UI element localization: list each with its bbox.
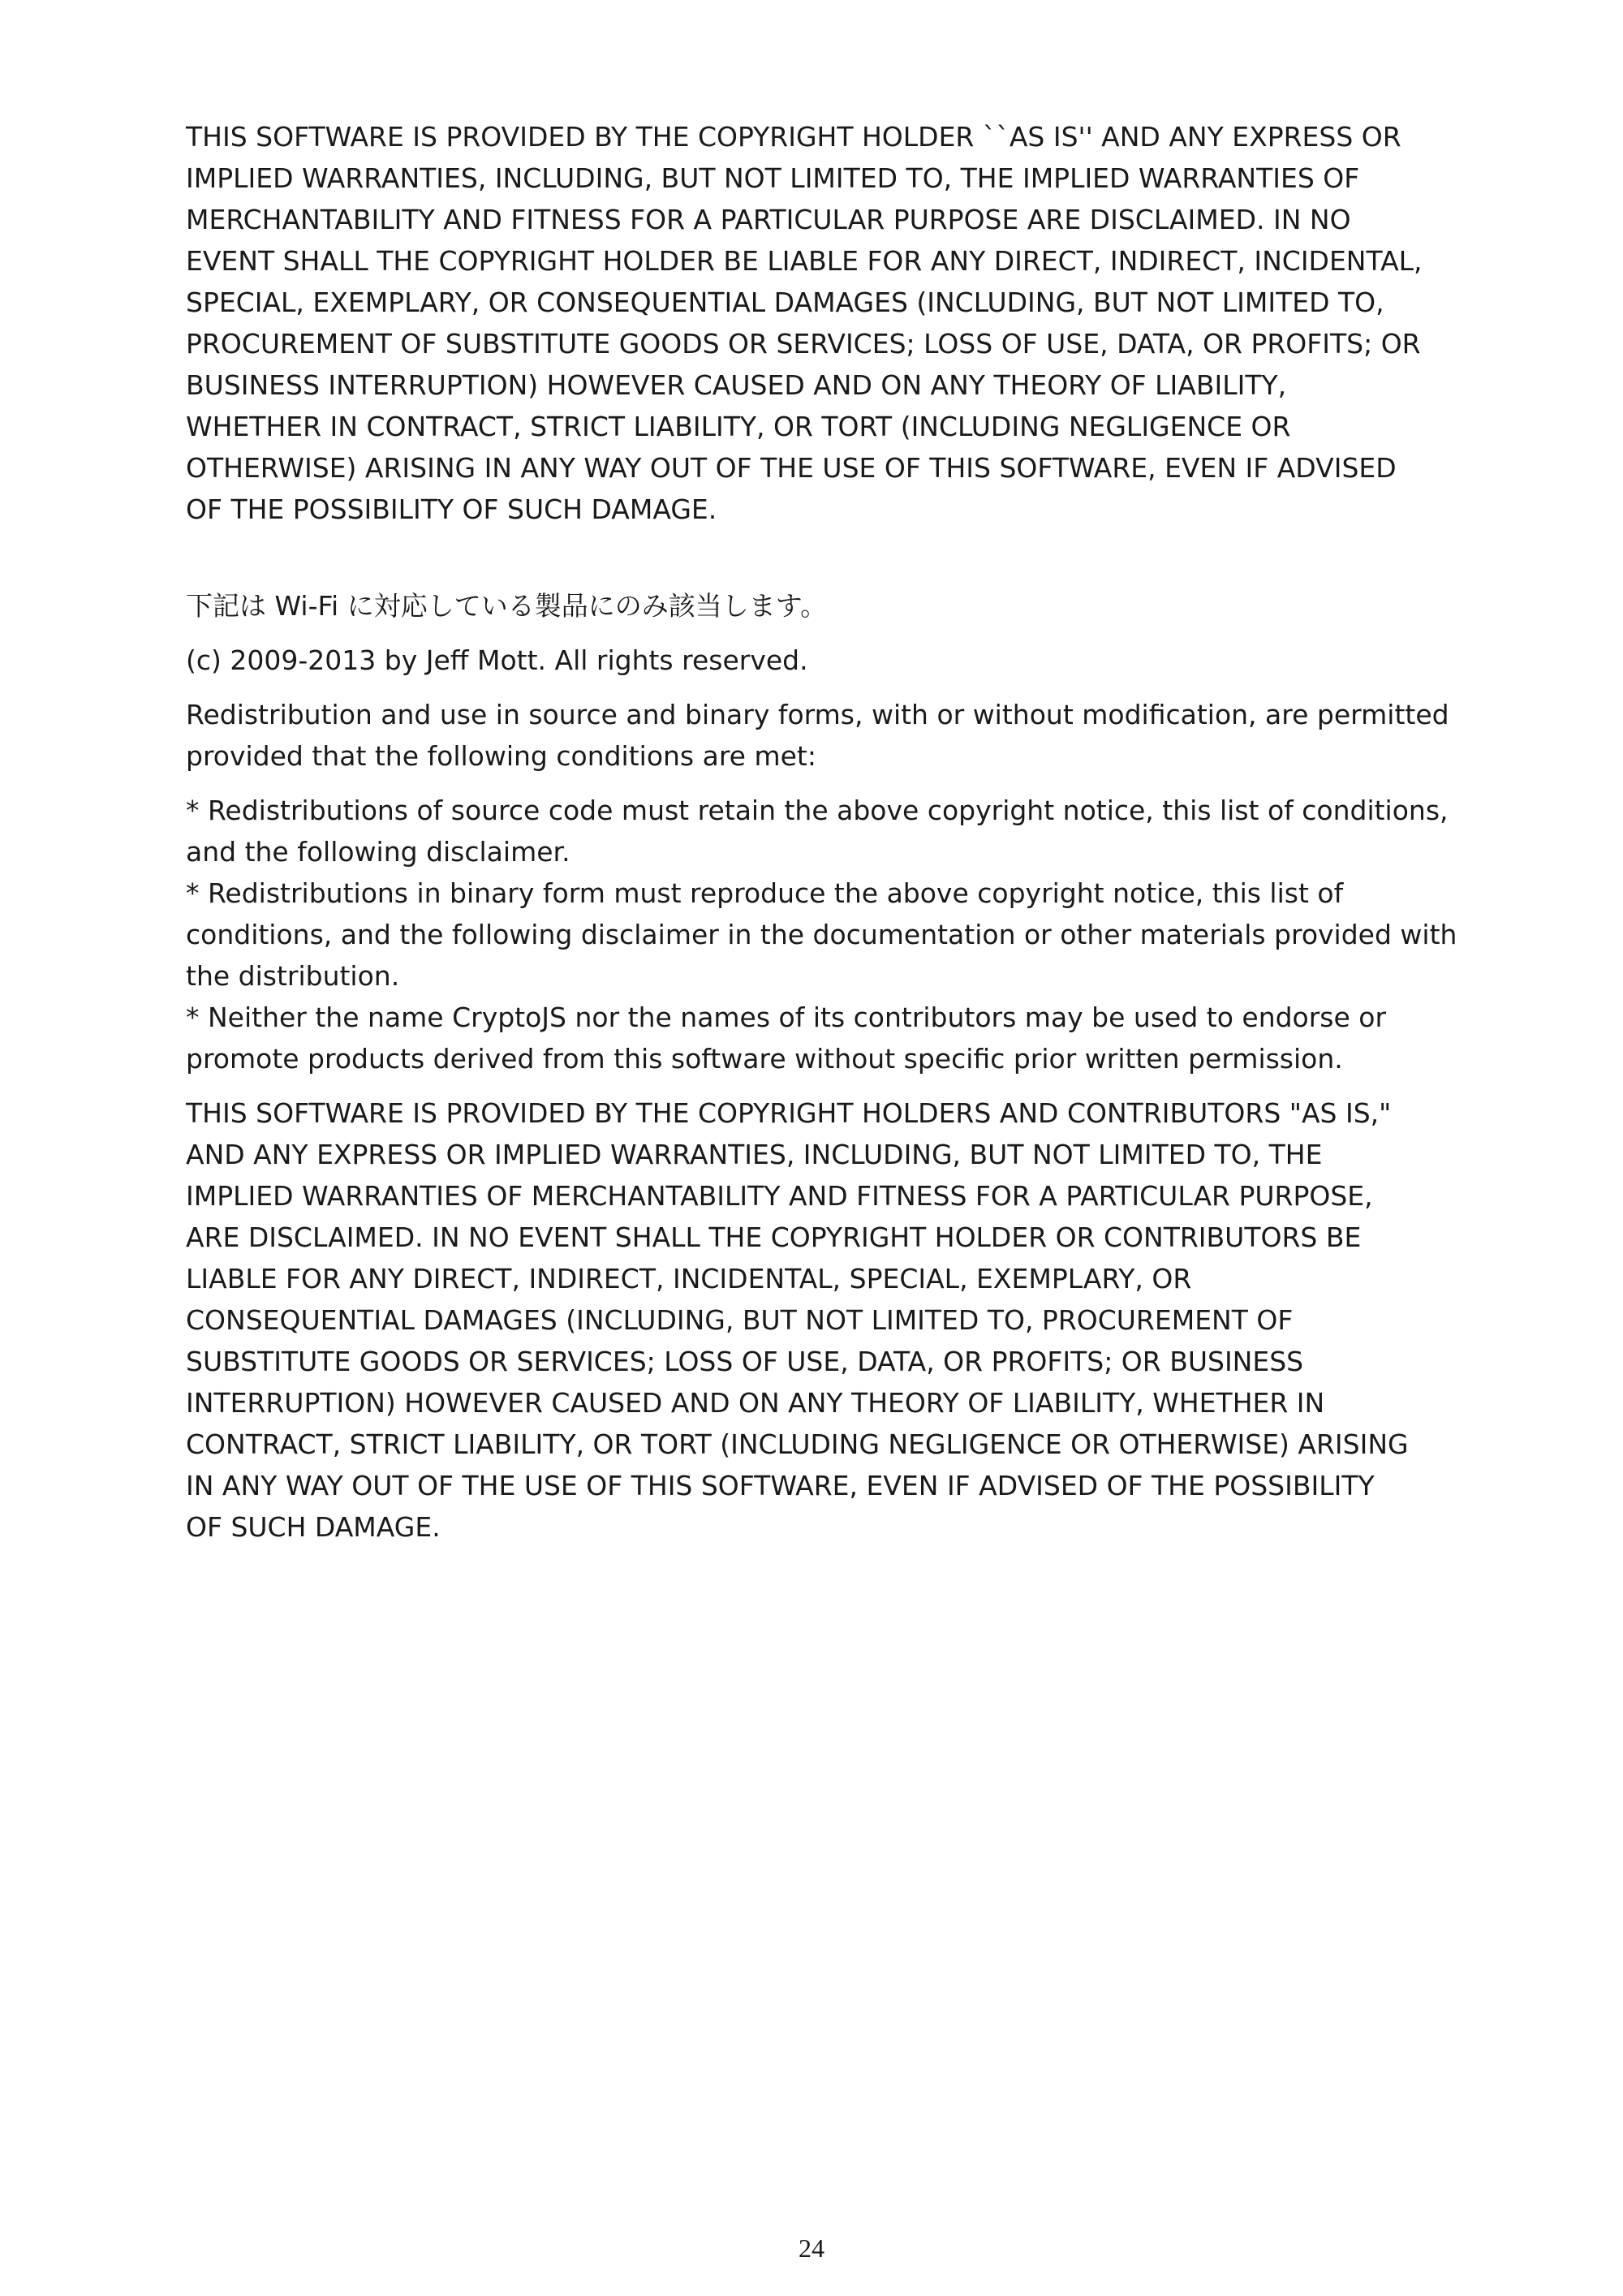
redistribution-intro: Redistribution and use in source and binary forms, with or without modification, are permitted provided that the following conditions are met: — [186, 699, 1449, 772]
wifi-note: 下記は Wi-Fi に対応している製品にのみ該当します。 — [186, 590, 828, 622]
document-body — [186, 116, 1484, 1548]
disclaimer-paragraph-2: THIS SOFTWARE IS PROVIDED BY THE COPYRIGHT HOLDERS AND CONTRIBUTORS "AS IS," AND ANY EXPRESS OR IMPLIED WARRANTIES, INCLUDING, BUT NOT LIMITED TO, THE IMPLIED WARRANTIES OF MERCHANTABILITY AND FITNESS FOR A PARTICULAR PURPOSE, ARE DISCLAIMED. IN NO EVENT SHALL THE COPYRIGHT HOLDER OR CONTRIBUTORS BE LIABLE FOR ANY DIRECT, INDIRECT, INCIDENTAL, SPECIAL, EXEMPLARY, OR CONSEQUENTIAL DAMAGES (INCLUDING, BUT NOT LIMITED TO, PROCUREMENT OF SUBSTITUTE GOODS OR SERVICES; LOSS OF USE, DATA, OR PROFITS; OR BUSINESS INTERRUPTION) HOWEVER CAUSED AND ON ANY THEORY OF LIABILITY, WHETHER IN CONTRACT, STRICT LIABILITY, OR TORT (INCLUDING NEGLIGENCE OR OTHERWISE) ARISING IN ANY WAY OUT OF THE USE OF THIS SOFTWARE, EVEN IF ADVISED OF THE POSSIBILITY OF SUCH DAMAGE. — [186, 1097, 1409, 1543]
conditions-list: * Redistributions of source code must retain the above copyright notice, this list of conditions, and the following disclaimer. * Redistributions in binary form must reproduce the above copyright notice, this list of conditions, and the following disclaimer in the documentation or other materials provided with the distribution. * Neither the name CryptoJS nor the names of its contributors may be used to endorse or promote products derived from this software without specific prior written permission. — [186, 795, 1457, 1075]
disclaimer-paragraph-1: THIS SOFTWARE IS PROVIDED BY THE COPYRIGHT HOLDER ``AS IS'' AND ANY EXPRESS OR IMPLIED WARRANTIES, INCLUDING, BUT NOT LIMITED TO, THE IMPLIED WARRANTIES OF MERCHANTABILITY AND FITNESS FOR A PARTICULAR PURPOSE ARE DISCLAIMED. IN NO EVENT SHALL THE COPYRIGHT HOLDER BE LIABLE FOR ANY DIRECT, INDIRECT, INCIDENTAL, SPECIAL, EXEMPLARY, OR CONSEQUENTIAL DAMAGES (INCLUDING, BUT NOT LIMITED TO, PROCUREMENT OF SUBSTITUTE GOODS OR SERVICES; LOSS OF USE, DATA, OR PROFITS; OR BUSINESS INTERRUPTION) HOWEVER CAUSED AND ON ANY THEORY OF LIABILITY, WHETHER IN CONTRACT, STRICT LIABILITY, OR TORT (INCLUDING NEGLIGENCE OR OTHERWISE) ARISING IN ANY WAY OUT OF THE USE OF THIS SOFTWARE, EVEN IF ADVISED OF THE POSSIBILITY OF SUCH DAMAGE. — [186, 121, 1423, 525]
copyright-line: (c) 2009-2013 by Jeff Mott. All rights reserved. — [186, 644, 808, 676]
page-number: 24 — [799, 2234, 824, 2263]
